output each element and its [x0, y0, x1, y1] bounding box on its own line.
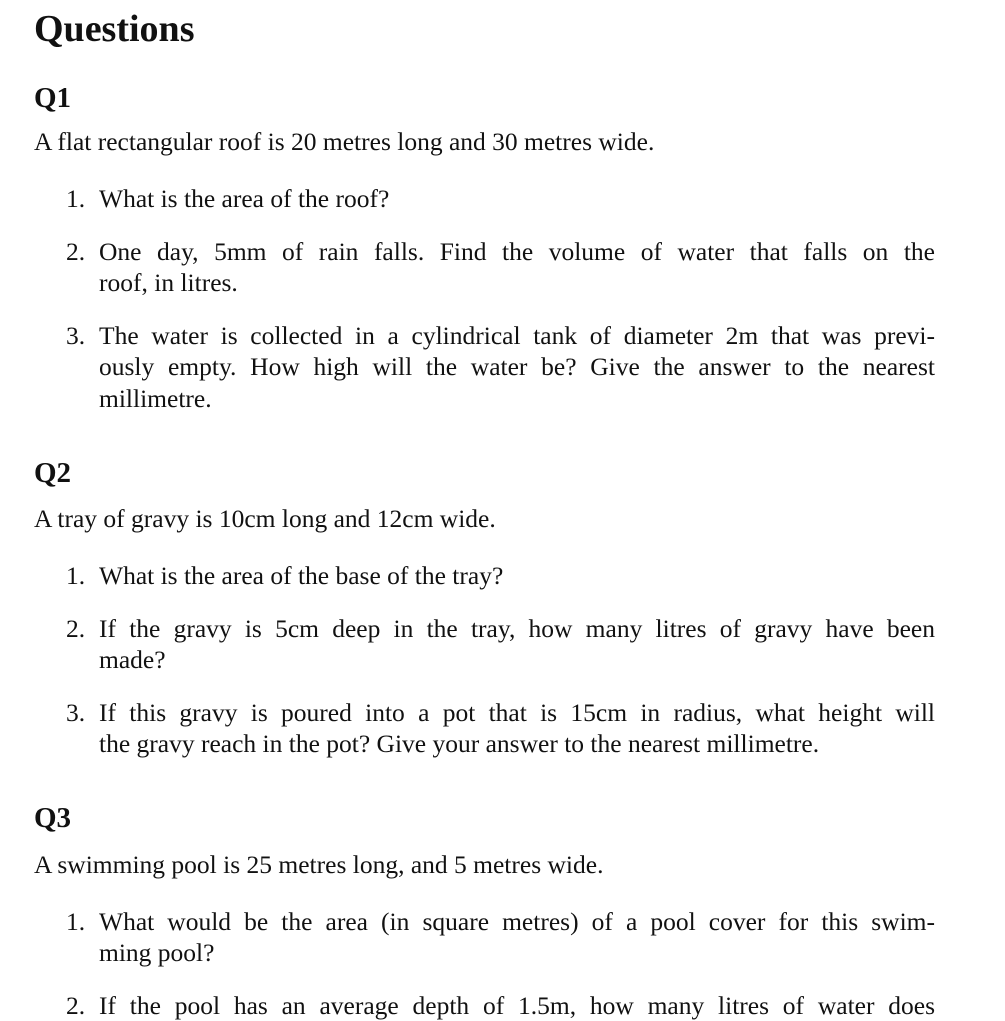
list-item-number: 1.: [66, 907, 86, 936]
list-item-text: made?: [99, 645, 166, 674]
list-item-text: What is the area of the roof?: [99, 184, 390, 213]
list-item-number: 2.: [66, 991, 86, 1020]
list-item-text: If the pool has an average depth of 1.5m, how many litres of water does: [99, 991, 935, 1020]
list-item-number: 3.: [66, 321, 86, 350]
list-item-text: the gravy reach in the pot? Give your answer to the nearest millimetre.: [99, 729, 820, 758]
list-item-text: ming pool?: [99, 938, 215, 967]
list-item-text: roof, in litres.: [99, 268, 238, 297]
list-item-number: 1.: [66, 561, 86, 590]
list-item-number: 3.: [66, 698, 86, 727]
list-item-text: millimetre.: [99, 384, 212, 413]
question-heading: Q1: [34, 82, 72, 114]
list-item-number: 1.: [66, 184, 86, 213]
list-item-text: ously empty. How high will the water be? Give the answer to the nearest: [99, 352, 935, 381]
question-heading: Q2: [34, 457, 72, 489]
list-item-number: 2.: [66, 614, 86, 643]
question-intro: A tray of gravy is 10cm long and 12cm wide.: [34, 504, 496, 533]
list-item-text: The water is collected in a cylindrical tank of diameter 2m that was previ-: [99, 321, 935, 350]
list-item-text: If the gravy is 5cm deep in the tray, how many litres of gravy have been: [99, 614, 935, 643]
list-item-text: One day, 5mm of rain falls. Find the volume of water that falls on the: [99, 237, 935, 266]
list-item-text: What is the area of the base of the tray?: [99, 561, 504, 590]
list-item-text: What would be the area (in square metres) of a pool cover for this swim-: [99, 907, 935, 936]
list-item-number: 2.: [66, 237, 86, 266]
question-heading: Q3: [34, 802, 72, 834]
question-intro: A swimming pool is 25 metres long, and 5 metres wide.: [34, 850, 604, 879]
page-title: Questions: [34, 8, 195, 50]
question-intro: A flat rectangular roof is 20 metres long and 30 metres wide.: [34, 127, 655, 156]
list-item-text: If this gravy is poured into a pot that is 15cm in radius, what height will: [99, 698, 935, 727]
